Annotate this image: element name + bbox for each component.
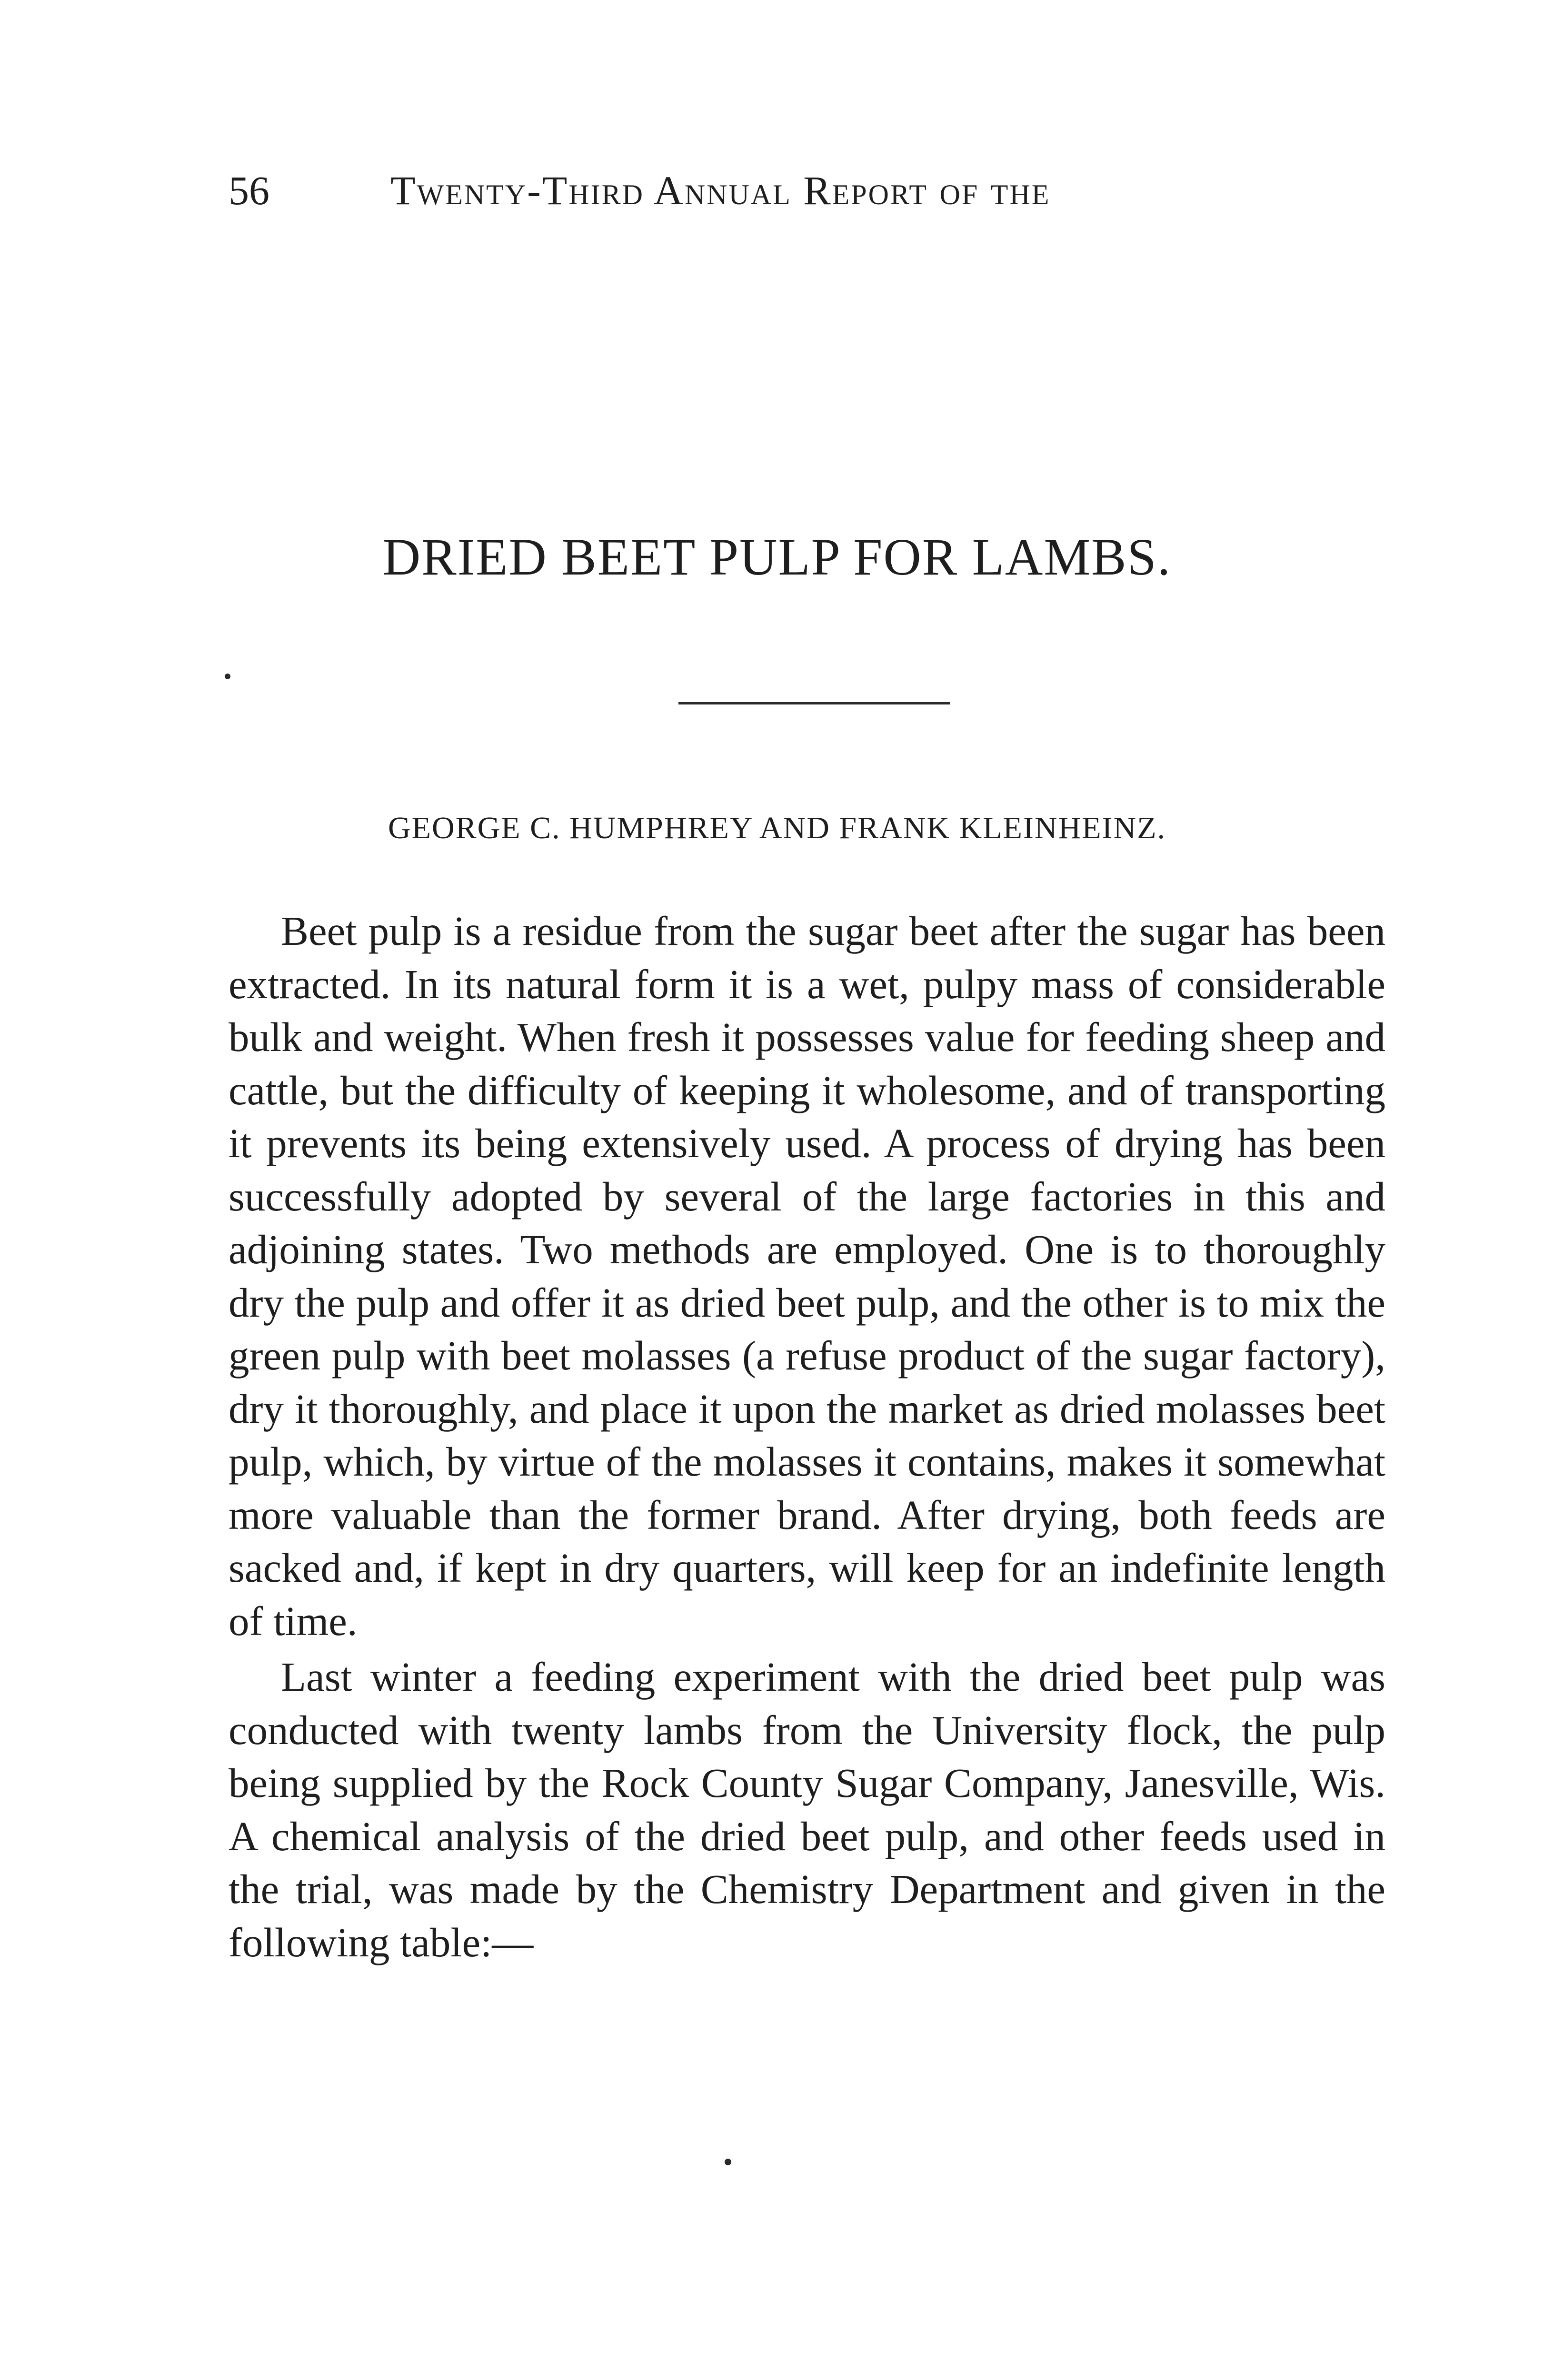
article-title: DRIED BEET PULP FOR LAMBS. bbox=[382, 528, 1172, 586]
body-paragraph-1: Beet pulp is a residue from the sugar beet after the sugar has been extracted. In its natural form it is a wet, pulpy mass of considerable bulk and weight. When fresh it possesses value for feeding sheep and cattle, but the difficulty of keeping it wholesome, and of transporting it prevents its being extensively used. A process of drying has been successfully adopted by several of the large factories in this and adjoining states. Two methods are employed. One is to thoroughly dry the pulp and offer it as dried beet pulp, and the other is to mix the green pulp with beet molasses (a refuse product of the sugar factory), dry it thoroughly, and place it upon the market as dried molasses beet pulp, which, by virtue of the molasses it contains, makes it somewhat more valuable than the former brand. After drying, both feeds are sacked and, if kept in dry quarters, will keep for an indefinite length of time. bbox=[229, 908, 1385, 1644]
running-title: Twenty-Third Annual Report of the bbox=[390, 168, 1051, 213]
ink-speck bbox=[225, 674, 230, 679]
title-divider-rule bbox=[678, 702, 950, 704]
running-head bbox=[229, 167, 1305, 214]
ink-speck bbox=[725, 2159, 731, 2165]
page-number: 56 bbox=[229, 168, 269, 213]
author-byline: GEORGE C. HUMPHREY AND FRANK KLEINHEINZ. bbox=[388, 811, 1166, 845]
body-paragraph-2: Last winter a feeding experiment with the dried beet pulp was conducted with twenty lambs from the University flock, the pulp being supplied by the Rock County Sugar Company, Janesville, Wis. A chemical analysis of the dried beet pulp, and other feeds used in the trial, was made by the Chemistry Department and given in the following table:— bbox=[229, 1654, 1385, 1965]
article-body bbox=[229, 904, 1385, 1972]
